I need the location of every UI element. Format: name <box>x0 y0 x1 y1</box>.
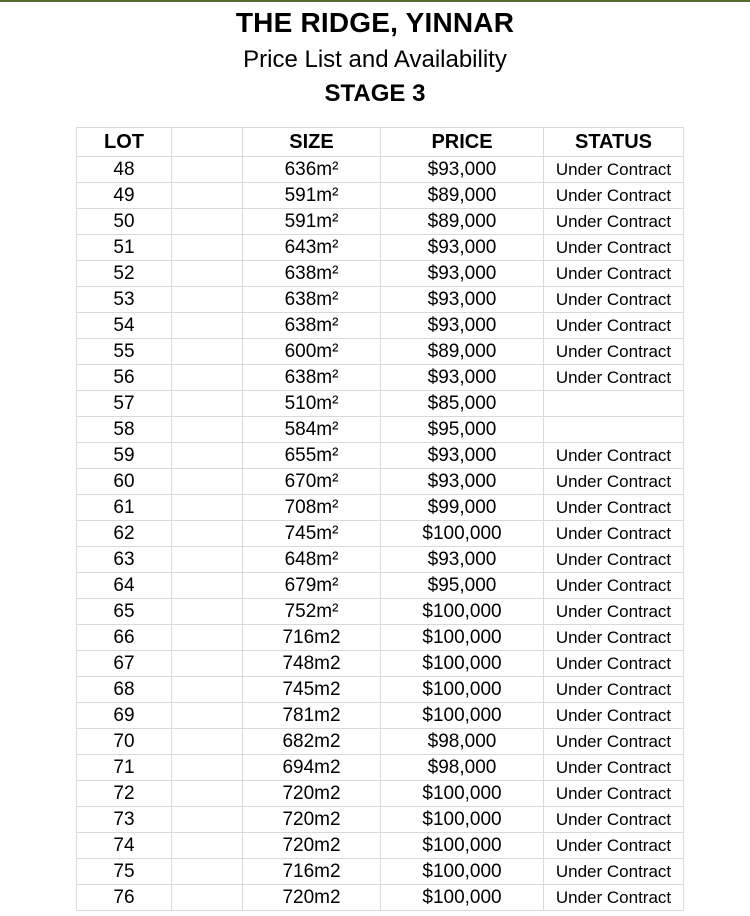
table-row <box>77 443 684 469</box>
spacer-cell <box>172 755 243 781</box>
table-row <box>77 495 684 521</box>
size-cell: 682m2 <box>243 729 381 755</box>
size-cell: 781m2 <box>243 703 381 729</box>
price-cell: $85,000 <box>381 391 544 417</box>
status-cell: Under Contract <box>544 287 684 313</box>
status-cell: Under Contract <box>544 157 684 183</box>
lot-cell: 64 <box>77 573 172 599</box>
spacer-cell <box>172 885 243 911</box>
price-cell: $100,000 <box>381 833 544 859</box>
size-cell: 679m² <box>243 573 381 599</box>
spacer-cell <box>172 599 243 625</box>
price-cell: $93,000 <box>381 469 544 495</box>
price-cell: $100,000 <box>381 521 544 547</box>
table-row <box>77 547 684 573</box>
table-row <box>77 833 684 859</box>
table-row <box>77 625 684 651</box>
size-cell: 648m² <box>243 547 381 573</box>
price-availability-table <box>76 127 684 911</box>
lot-cell: 57 <box>77 391 172 417</box>
spacer-cell <box>172 417 243 443</box>
table-row <box>77 365 684 391</box>
spacer-cell <box>172 521 243 547</box>
lot-cell: 62 <box>77 521 172 547</box>
table-row <box>77 261 684 287</box>
table-row <box>77 417 684 443</box>
status-cell: Under Contract <box>544 729 684 755</box>
size-cell: 720m2 <box>243 781 381 807</box>
spacer-cell <box>172 859 243 885</box>
status-cell: Under Contract <box>544 495 684 521</box>
status-cell: Under Contract <box>544 573 684 599</box>
column-header-size: SIZE <box>243 128 381 157</box>
lot-cell: 65 <box>77 599 172 625</box>
spacer-cell <box>172 469 243 495</box>
size-cell: 745m² <box>243 521 381 547</box>
price-cell: $93,000 <box>381 235 544 261</box>
price-cell: $98,000 <box>381 729 544 755</box>
status-cell: Under Contract <box>544 781 684 807</box>
status-cell: Under Contract <box>544 313 684 339</box>
lot-cell: 74 <box>77 833 172 859</box>
size-cell: 655m² <box>243 443 381 469</box>
lot-cell: 67 <box>77 651 172 677</box>
status-cell: Under Contract <box>544 469 684 495</box>
status-cell: Under Contract <box>544 677 684 703</box>
size-cell: 716m2 <box>243 625 381 651</box>
status-cell: Under Contract <box>544 599 684 625</box>
status-cell: Under Contract <box>544 339 684 365</box>
table-row <box>77 235 684 261</box>
table-row <box>77 859 684 885</box>
table-row <box>77 599 684 625</box>
table-row <box>77 287 684 313</box>
lot-cell: 71 <box>77 755 172 781</box>
lot-cell: 69 <box>77 703 172 729</box>
price-cell: $99,000 <box>381 495 544 521</box>
price-cell: $93,000 <box>381 287 544 313</box>
status-cell: Under Contract <box>544 209 684 235</box>
table-row <box>77 677 684 703</box>
page-subtitle: Price List and Availability <box>243 46 507 73</box>
size-cell: 670m² <box>243 469 381 495</box>
price-cell: $100,000 <box>381 859 544 885</box>
lot-cell: 58 <box>77 417 172 443</box>
table-row <box>77 807 684 833</box>
status-cell: Under Contract <box>544 547 684 573</box>
size-cell: 584m² <box>243 417 381 443</box>
status-cell: Under Contract <box>544 261 684 287</box>
price-cell: $100,000 <box>381 807 544 833</box>
price-cell: $93,000 <box>381 157 544 183</box>
lot-cell: 76 <box>77 885 172 911</box>
size-cell: 638m² <box>243 313 381 339</box>
size-cell: 638m² <box>243 365 381 391</box>
lot-cell: 48 <box>77 157 172 183</box>
table-header-row <box>77 128 684 157</box>
price-cell: $93,000 <box>381 547 544 573</box>
table-body <box>77 157 684 911</box>
status-cell: Under Contract <box>544 521 684 547</box>
lot-cell: 72 <box>77 781 172 807</box>
table-row <box>77 339 684 365</box>
lot-cell: 49 <box>77 183 172 209</box>
spacer-cell <box>172 833 243 859</box>
size-cell: 720m2 <box>243 807 381 833</box>
spacer-cell <box>172 677 243 703</box>
price-cell: $100,000 <box>381 651 544 677</box>
status-cell: Under Contract <box>544 235 684 261</box>
lot-cell: 75 <box>77 859 172 885</box>
spacer-cell <box>172 651 243 677</box>
spacer-cell <box>172 313 243 339</box>
size-cell: 636m² <box>243 157 381 183</box>
spacer-cell <box>172 287 243 313</box>
lot-cell: 55 <box>77 339 172 365</box>
lot-cell: 52 <box>77 261 172 287</box>
status-cell: Under Contract <box>544 625 684 651</box>
price-cell: $93,000 <box>381 443 544 469</box>
status-cell: Under Contract <box>544 443 684 469</box>
lot-cell: 60 <box>77 469 172 495</box>
lot-cell: 68 <box>77 677 172 703</box>
table-row <box>77 703 684 729</box>
status-cell <box>544 391 684 417</box>
lot-cell: 61 <box>77 495 172 521</box>
table-row <box>77 573 684 599</box>
status-cell: Under Contract <box>544 807 684 833</box>
size-cell: 591m² <box>243 209 381 235</box>
lot-cell: 50 <box>77 209 172 235</box>
spacer-cell <box>172 209 243 235</box>
status-cell: Under Contract <box>544 651 684 677</box>
price-cell: $89,000 <box>381 209 544 235</box>
top-border-line <box>0 0 750 2</box>
price-cell: $95,000 <box>381 417 544 443</box>
price-cell: $95,000 <box>381 573 544 599</box>
spacer-cell <box>172 495 243 521</box>
column-header-spacer <box>172 128 243 157</box>
status-cell: Under Contract <box>544 365 684 391</box>
price-cell: $89,000 <box>381 339 544 365</box>
price-cell: $100,000 <box>381 677 544 703</box>
size-cell: 752m² <box>243 599 381 625</box>
lot-cell: 53 <box>77 287 172 313</box>
price-cell: $100,000 <box>381 599 544 625</box>
spacer-cell <box>172 261 243 287</box>
status-cell <box>544 417 684 443</box>
price-cell: $98,000 <box>381 755 544 781</box>
table-row <box>77 157 684 183</box>
size-cell: 638m² <box>243 287 381 313</box>
table-row <box>77 209 684 235</box>
spacer-cell <box>172 703 243 729</box>
lot-cell: 63 <box>77 547 172 573</box>
table-row <box>77 755 684 781</box>
price-cell: $100,000 <box>381 781 544 807</box>
column-header-lot: LOT <box>77 128 172 157</box>
table-row <box>77 521 684 547</box>
size-cell: 708m² <box>243 495 381 521</box>
status-cell: Under Contract <box>544 755 684 781</box>
spacer-cell <box>172 781 243 807</box>
lot-cell: 56 <box>77 365 172 391</box>
spacer-cell <box>172 391 243 417</box>
spacer-cell <box>172 235 243 261</box>
spacer-cell <box>172 183 243 209</box>
spacer-cell <box>172 729 243 755</box>
status-cell: Under Contract <box>544 703 684 729</box>
size-cell: 716m2 <box>243 859 381 885</box>
spacer-cell <box>172 573 243 599</box>
lot-cell: 59 <box>77 443 172 469</box>
column-header-price: PRICE <box>381 128 544 157</box>
status-cell: Under Contract <box>544 885 684 911</box>
status-cell: Under Contract <box>544 183 684 209</box>
size-cell: 748m2 <box>243 651 381 677</box>
lot-cell: 66 <box>77 625 172 651</box>
price-cell: $89,000 <box>381 183 544 209</box>
price-cell: $93,000 <box>381 313 544 339</box>
lot-cell: 73 <box>77 807 172 833</box>
spacer-cell <box>172 547 243 573</box>
spacer-cell <box>172 339 243 365</box>
price-cell: $100,000 <box>381 625 544 651</box>
lot-cell: 51 <box>77 235 172 261</box>
size-cell: 591m² <box>243 183 381 209</box>
table-row <box>77 469 684 495</box>
price-cell: $93,000 <box>381 261 544 287</box>
table-row <box>77 391 684 417</box>
size-cell: 720m2 <box>243 833 381 859</box>
table-row <box>77 651 684 677</box>
size-cell: 643m² <box>243 235 381 261</box>
price-cell: $100,000 <box>381 885 544 911</box>
size-cell: 720m2 <box>243 885 381 911</box>
status-cell: Under Contract <box>544 859 684 885</box>
spacer-cell <box>172 625 243 651</box>
size-cell: 600m² <box>243 339 381 365</box>
column-header-status: STATUS <box>544 128 684 157</box>
table-row <box>77 729 684 755</box>
stage-heading: STAGE 3 <box>324 80 426 107</box>
spacer-cell <box>172 443 243 469</box>
lot-cell: 54 <box>77 313 172 339</box>
size-cell: 745m2 <box>243 677 381 703</box>
size-cell: 638m² <box>243 261 381 287</box>
price-cell: $100,000 <box>381 703 544 729</box>
table-row <box>77 183 684 209</box>
size-cell: 694m2 <box>243 755 381 781</box>
size-cell: 510m² <box>243 391 381 417</box>
page-title: THE RIDGE, YINNAR <box>235 7 515 38</box>
spacer-cell <box>172 365 243 391</box>
lot-cell: 70 <box>77 729 172 755</box>
spacer-cell <box>172 807 243 833</box>
table-row <box>77 781 684 807</box>
spacer-cell <box>172 157 243 183</box>
status-cell: Under Contract <box>544 833 684 859</box>
price-cell: $93,000 <box>381 365 544 391</box>
table-row <box>77 313 684 339</box>
table-row <box>77 885 684 911</box>
